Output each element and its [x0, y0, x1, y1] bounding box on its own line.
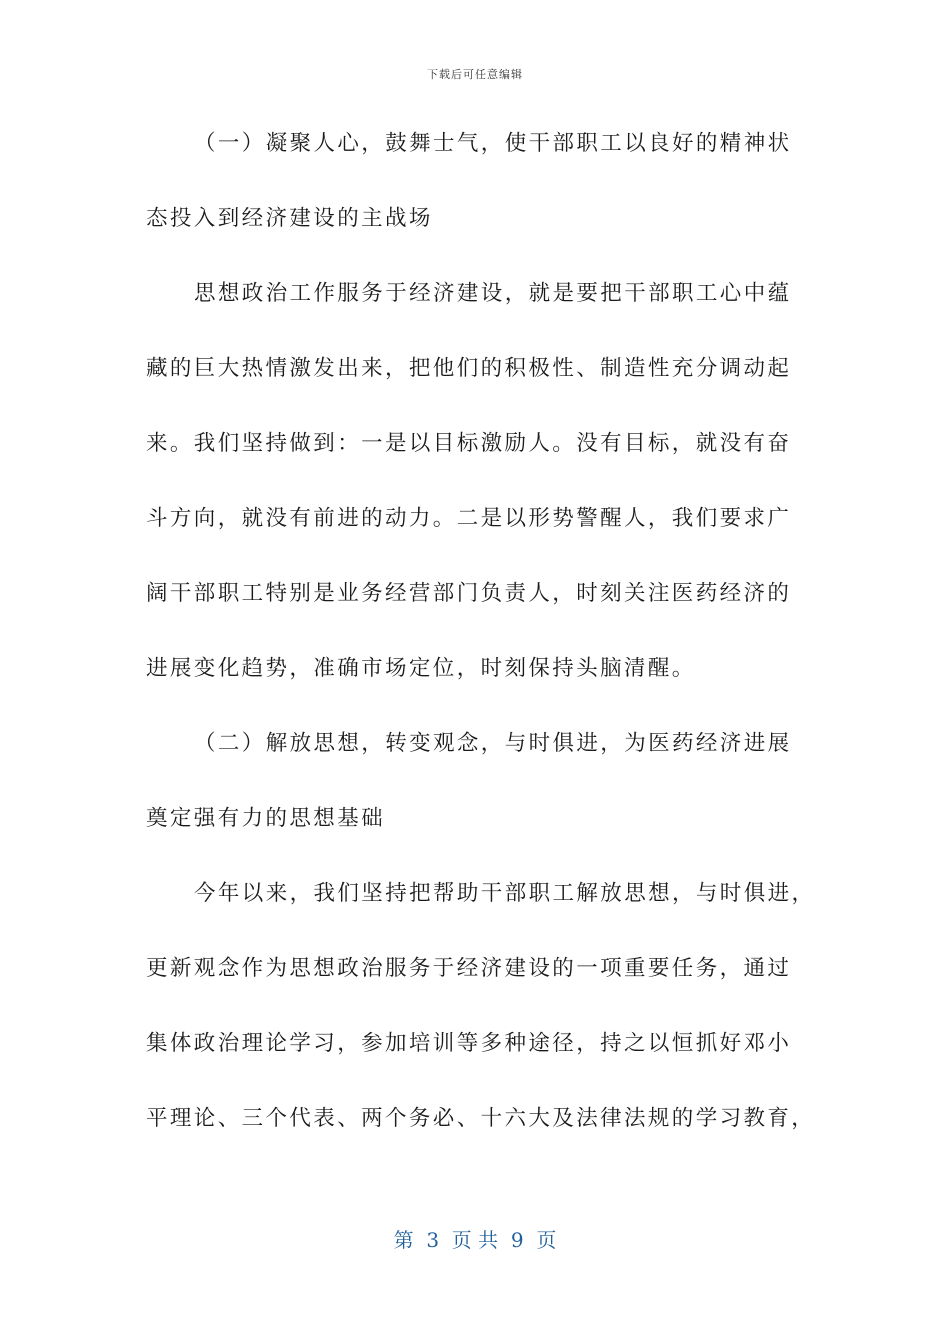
paragraph-line: 来。我们坚持做到：一是以目标激励人。没有目标，就没有奋 — [146, 431, 792, 456]
page-header: 下载后可任意编辑 — [427, 68, 523, 81]
paragraph-line: 今年以来，我们坚持把帮助干部职工解放思想，与时俱进， — [194, 881, 816, 906]
paragraph-line: 集体政治理论学习，参加培训等多种途径，持之以恒抓好邓小 — [146, 1031, 792, 1056]
heading-line: 态投入到经济建设的主战场 — [146, 206, 433, 231]
paragraph-line: 进展变化趋势，准确市场定位，时刻保持头脑清醒。 — [146, 656, 696, 681]
heading-line: 奠定强有力的思想基础 — [146, 806, 386, 831]
paragraph-line: 藏的巨大热情激发出来，把他们的积极性、制造性充分调动起 — [146, 356, 792, 381]
document-body — [146, 120, 816, 1170]
paragraph-line: 阔干部职工特别是业务经营部门负责人，时刻关注医药经济的 — [146, 581, 792, 606]
page-footer: 第 3 页 共 9 页 — [393, 1228, 557, 1252]
paragraph-line: 更新观念作为思想政治服务于经济建设的一项重要任务，通过 — [146, 956, 792, 981]
heading-line: （二）解放思想，转变观念，与时俱进，为医药经济进展 — [194, 731, 792, 756]
heading-line: （一）凝聚人心，鼓舞士气，使干部职工以良好的精神状 — [194, 131, 792, 156]
paragraph-line: 思想政治工作服务于经济建设，就是要把干部职工心中蕴 — [194, 281, 792, 306]
paragraph-line: 斗方向，就没有前进的动力。二是以形势警醒人，我们要求广 — [146, 506, 792, 531]
paragraph-line: 平理论、三个代表、两个务必、十六大及法律法规的学习教育， — [146, 1106, 816, 1131]
